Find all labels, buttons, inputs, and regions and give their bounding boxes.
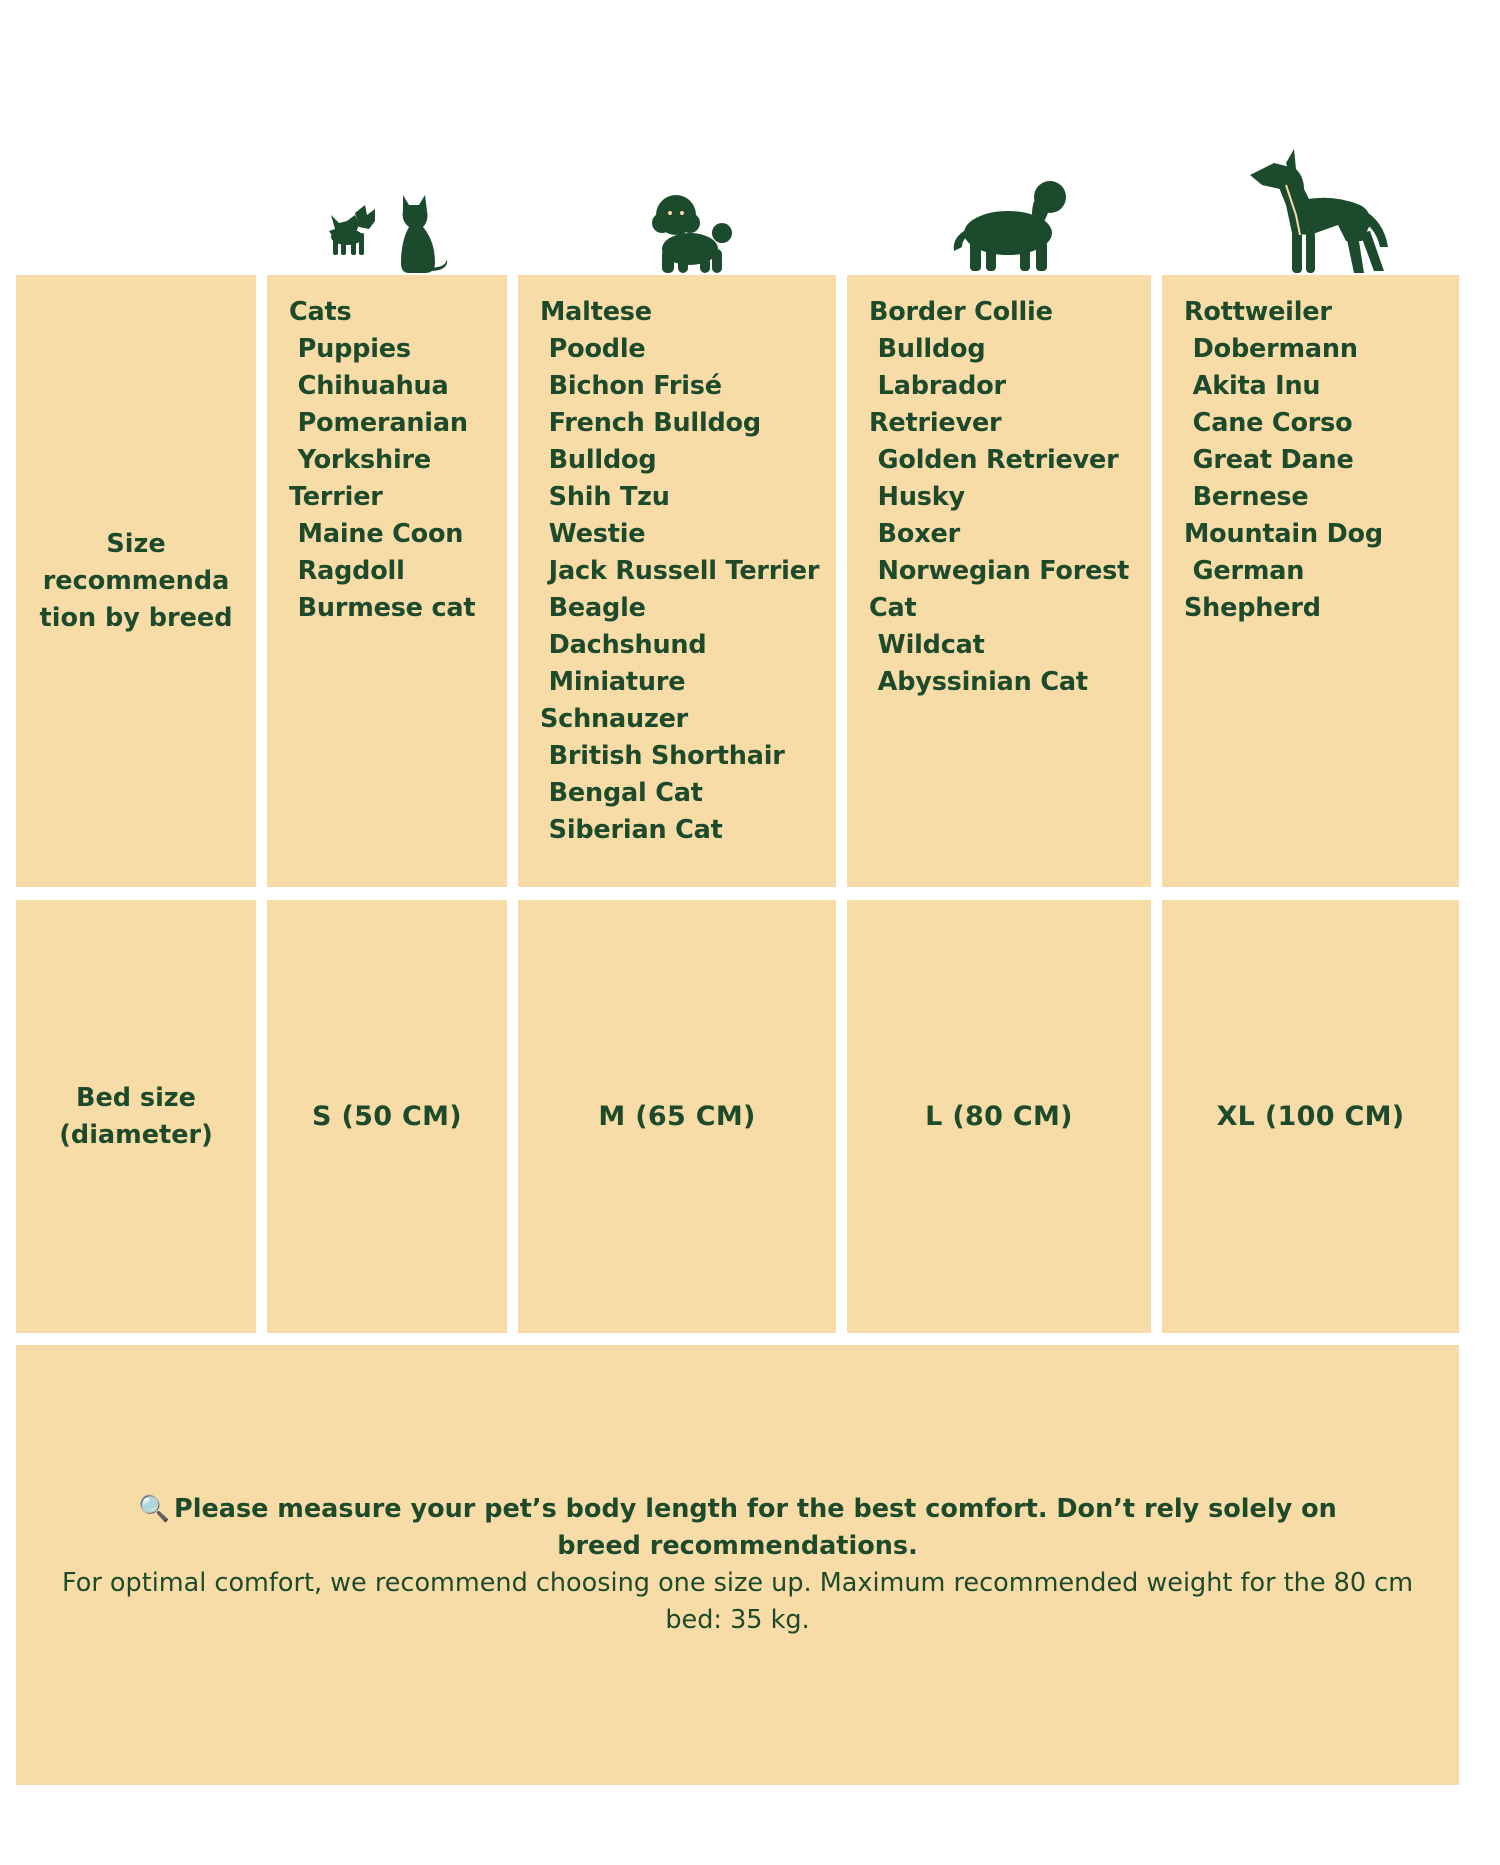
breed-item: Yorkshire [289, 445, 431, 475]
breed-item: Akita Inu [1184, 371, 1321, 401]
breed-item: Jack Russell Terrier [540, 556, 820, 586]
breed-item: Husky [869, 482, 965, 512]
breed-list-xlarge [1162, 275, 1459, 887]
bed-row-label-cell [16, 900, 256, 1333]
breed-item: British Shorthair [540, 741, 785, 771]
breed-item: Great Dane [1184, 445, 1354, 475]
breed-item: Mountain Dog [1184, 519, 1383, 549]
breed-item: Bulldog [540, 445, 657, 475]
breed-item: Pomeranian [289, 408, 468, 438]
breed-item: Norwegian Forest [869, 556, 1130, 586]
measure-note-bold [108, 1491, 1368, 1565]
breed-item: Puppies [289, 334, 411, 364]
breed-item: Retriever [869, 408, 1002, 438]
bed-row-label: Bed size (diameter) [59, 1082, 213, 1150]
breed-item: Wildcat [869, 630, 985, 660]
breed-item: Boxer [869, 519, 960, 549]
magnifier-icon: 🔍 [138, 1494, 171, 1524]
bed-size-large: L (80 CM) [847, 900, 1151, 1333]
breed-row-label-cell [16, 275, 256, 887]
breed-item: Dobermann [1184, 334, 1358, 364]
measure-note-bold-text: Please measure your pet’s body length for the best comfort. Don’t rely solely on breed recommendations. [174, 1494, 1337, 1561]
breed-item: Abyssinian Cat [869, 667, 1088, 697]
breed-item: Terrier [289, 482, 383, 512]
breed-item: Maine Coon [289, 519, 464, 549]
breed-item: Burmese cat [289, 593, 476, 623]
bed-size-small: S (50 CM) [267, 900, 507, 1333]
poodle-icon [650, 193, 735, 275]
breed-item: Siberian Cat [540, 815, 723, 845]
breed-item: Miniature [540, 667, 686, 697]
breed-item: Shih Tzu [540, 482, 670, 512]
breed-item: Golden Retriever [869, 445, 1119, 475]
breed-list-medium [518, 275, 836, 887]
breed-item: Schnauzer [540, 704, 689, 734]
breed-item: Beagle [540, 593, 646, 623]
breed-item: Dachshund [540, 630, 707, 660]
breed-item: Rottweiler [1184, 297, 1332, 327]
breed-list-small [267, 275, 507, 887]
shepherd-icon [1250, 145, 1390, 275]
breed-item: Bulldog [869, 334, 986, 364]
breed-item: Shepherd [1184, 593, 1321, 623]
breed-list-large [847, 275, 1151, 887]
breed-item: German [1184, 556, 1305, 586]
breed-item: Border Collie [869, 297, 1053, 327]
breed-item: Cane Corso [1184, 408, 1353, 438]
breed-item: Poodle [540, 334, 646, 364]
breed-item: Bengal Cat [540, 778, 703, 808]
breed-item: Bernese [1184, 482, 1309, 512]
breed-item: Cat [869, 593, 917, 623]
bed-size-xlarge: XL (100 CM) [1162, 900, 1459, 1333]
chihuahua-and-cat-icon [325, 185, 450, 275]
breed-row-label: Size recommenda tion by breed [39, 528, 233, 633]
breed-item: Bichon Frisé [540, 371, 722, 401]
breed-item: French Bulldog [540, 408, 761, 438]
retriever-icon [950, 175, 1075, 275]
breed-item: Chihuahua [289, 371, 449, 401]
measure-note [16, 1345, 1459, 1785]
breed-item: Ragdoll [289, 556, 405, 586]
breed-item: Westie [540, 519, 646, 549]
measure-note-text: For optimal comfort, we recommend choosing one size up. Maximum recommended weight for the 80 cm bed: 35 kg. [61, 1568, 1414, 1635]
bed-size-medium: M (65 CM) [518, 900, 836, 1333]
breed-item: Maltese [540, 297, 652, 327]
breed-item: Cats [289, 297, 352, 327]
breed-item: Labrador [869, 371, 1006, 401]
